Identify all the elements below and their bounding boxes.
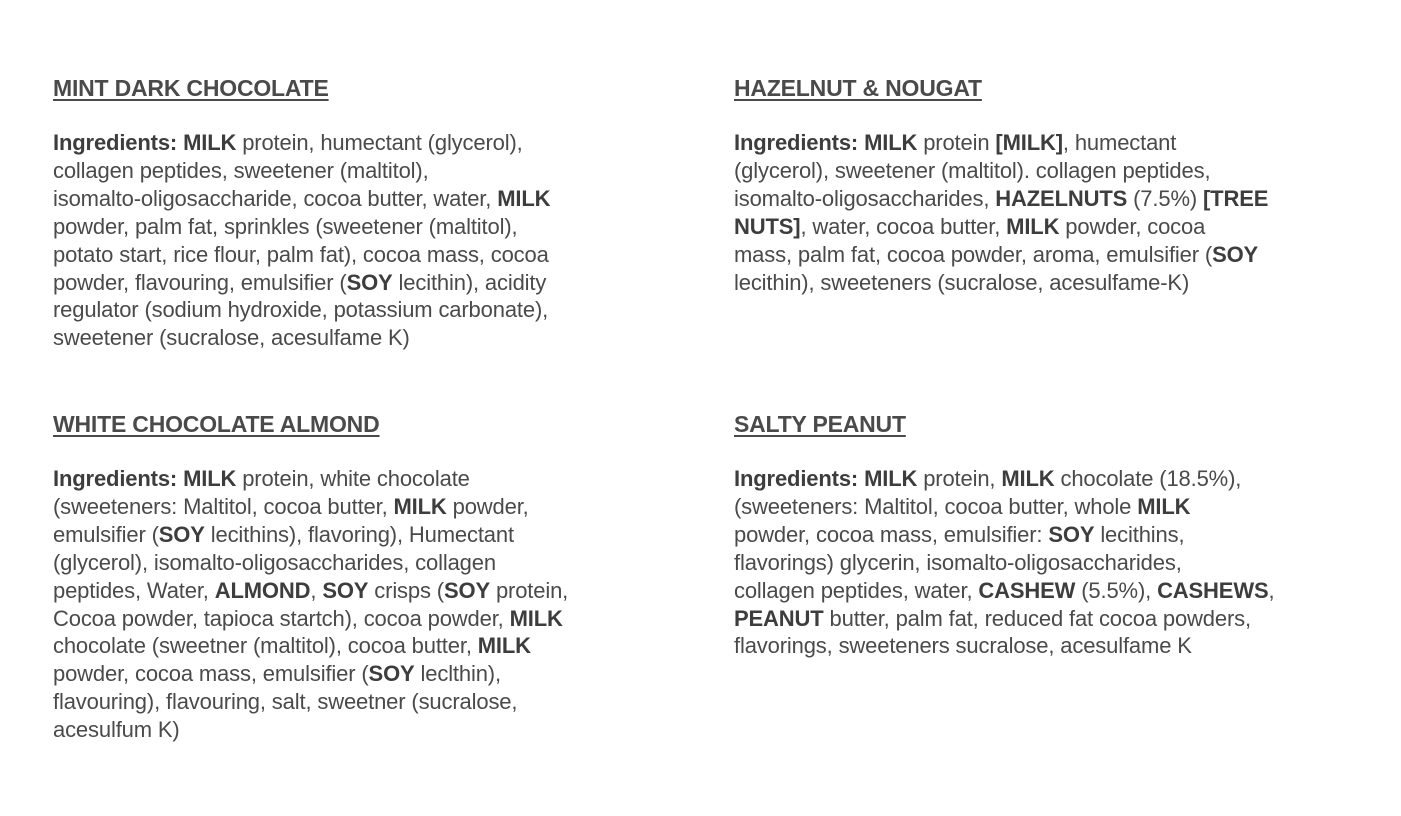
ingredient-text-run: collagen peptides, sweetener (maltitol), (53, 157, 429, 183)
ingredient-text-run: isomalto-oligosaccharide, cocoa butter, water, (53, 185, 498, 211)
product-card-white-chocolate-almond (53, 409, 653, 744)
ingredient-text-run: protein (917, 130, 996, 155)
allergen-highlight: CASHEWS (1157, 577, 1269, 603)
ingredient-text-run: acesulfum K) (53, 717, 180, 743)
ingredient-text-run: collagen peptides, water, (734, 577, 979, 603)
allergen-highlight: MILK (477, 633, 531, 659)
ingredients-text (734, 129, 1334, 296)
ingredient-text-run: , water, cocoa butter, (800, 213, 1007, 239)
ingredient-text-run: (glycerol), sweetener (maltitol). collagen peptides, (734, 157, 1211, 183)
allergen-highlight: SOY (1048, 521, 1095, 547)
ingredient-text-run: emulsifier ( (53, 521, 159, 547)
ingredient-text-run: powder, palm fat, sprinkles (sweetener (maltitol), (53, 213, 518, 239)
allergen-highlight: [TREE (1203, 185, 1269, 211)
ingredient-text-run: isomalto-oligosaccharides, (734, 185, 996, 211)
allergen-highlight: MILK (864, 466, 918, 491)
ingredient-text-run: lecithins, (1094, 521, 1185, 547)
allergen-highlight: MILK (1006, 213, 1060, 239)
ingredient-text-run: (sweeteners: Maltitol, cocoa butter, whole (734, 493, 1138, 519)
ingredient-text-run: (sweeteners: Maltitol, cocoa butter, (53, 493, 394, 519)
ingredient-text-run: (7.5%) (1127, 185, 1203, 211)
product-card-salty-peanut (734, 409, 1334, 660)
ingredient-text-run: flavorings) glycerin, isomalto-oligosaccharides, (734, 549, 1182, 575)
ingredient-text-run: protein, (490, 577, 569, 603)
ingredient-text-run: powder, cocoa mass, emulsifier ( (53, 661, 369, 687)
ingredient-text-run: protein, humectant (glycerol), (236, 130, 523, 155)
allergen-highlight: MILK (1001, 466, 1055, 491)
ingredient-text-run: regulator (sodium hydroxide, potassium carbonate), (53, 297, 549, 323)
ingredient-text-run: Cocoa powder, tapioca startch), cocoa powder, (53, 605, 510, 631)
product-title: HAZELNUT & NOUGAT (734, 75, 982, 101)
allergen-highlight: [MILK] (995, 130, 1063, 155)
allergen-highlight: Ingredients: (734, 130, 865, 155)
allergen-highlight: SOY (346, 269, 393, 295)
ingredients-text (53, 465, 653, 744)
allergen-highlight: CASHEW (978, 577, 1076, 603)
ingredient-text-run: , humectant (1062, 130, 1177, 155)
ingredient-text-run: lecithin), acidity (392, 269, 547, 295)
ingredient-text-run: (5.5%), (1075, 577, 1158, 603)
ingredient-text-run: (glycerol), isomalto-oligosaccharides, collagen (53, 549, 496, 575)
allergen-highlight: SOY (443, 577, 490, 603)
allergen-highlight: Ingredients: (53, 130, 184, 155)
allergen-highlight: MILK (183, 466, 237, 491)
allergen-highlight: HAZELNUTS (995, 185, 1128, 211)
allergen-highlight: MILK (393, 493, 447, 519)
ingredients-text (734, 465, 1334, 660)
allergen-highlight: Ingredients: (734, 466, 865, 491)
ingredient-text-run: powder, flavouring, emulsifier ( (53, 269, 347, 295)
allergen-highlight: MILK (183, 130, 237, 155)
allergen-highlight: PEANUT (734, 605, 824, 631)
allergen-highlight: Ingredients: (53, 466, 184, 491)
ingredient-text-run: potato start, rice flour, palm fat), cocoa mass, cocoa (53, 241, 549, 267)
ingredients-text (53, 129, 653, 352)
ingredient-text-run: powder, cocoa mass, emulsifier: (734, 521, 1049, 547)
ingredient-text-run: flavorings, sweeteners sucralose, acesulfame K (734, 633, 1192, 659)
ingredient-text-run: protein, white chocolate (236, 466, 470, 491)
ingredient-text-run: protein, (917, 466, 1002, 491)
ingredient-text-run: sweetener (sucralose, acesulfame K) (53, 325, 410, 351)
allergen-highlight: MILK (864, 130, 918, 155)
allergen-highlight: SOY (158, 521, 205, 547)
ingredient-text-run: mass, palm fat, cocoa powder, aroma, emulsifier ( (734, 241, 1213, 267)
ingredient-text-run: powder, cocoa (1059, 213, 1206, 239)
product-card-hazelnut-nougat (734, 73, 1334, 296)
product-title: WHITE CHOCOLATE ALMOND (53, 411, 380, 437)
allergen-highlight: MILK (509, 605, 563, 631)
product-title: SALTY PEANUT (734, 411, 906, 437)
allergen-highlight: SOY (368, 661, 415, 687)
ingredient-text-run: , (1268, 577, 1275, 603)
allergen-highlight: MILK (1137, 493, 1191, 519)
ingredient-text-run: chocolate (sweetner (maltitol), cocoa butter, (53, 633, 478, 659)
ingredient-text-run: crisps ( (368, 577, 444, 603)
ingredient-text-run: lecithins), flavoring), Humectant (204, 521, 514, 547)
allergen-highlight: NUTS] (734, 213, 801, 239)
ingredient-text-run: leclthin), (414, 661, 501, 687)
allergen-highlight: ALMOND (214, 577, 311, 603)
product-card-mint-dark-chocolate (53, 73, 653, 352)
ingredient-text-run: chocolate (18.5%), (1054, 466, 1242, 491)
allergen-highlight: SOY (1212, 241, 1259, 267)
ingredient-text-run: powder, (446, 493, 529, 519)
product-title: MINT DARK CHOCOLATE (53, 75, 329, 101)
ingredient-text-run: peptides, Water, (53, 577, 215, 603)
ingredient-text-run: , (310, 577, 323, 603)
ingredient-text-run: lecithin), sweeteners (sucralose, acesulfame-K) (734, 269, 1190, 295)
allergen-highlight: SOY (322, 577, 369, 603)
allergen-highlight: MILK (497, 185, 551, 211)
ingredient-text-run: flavouring), flavouring, salt, sweetner (sucralose, (53, 689, 518, 715)
ingredient-text-run: butter, palm fat, reduced fat cocoa powders, (823, 605, 1251, 631)
